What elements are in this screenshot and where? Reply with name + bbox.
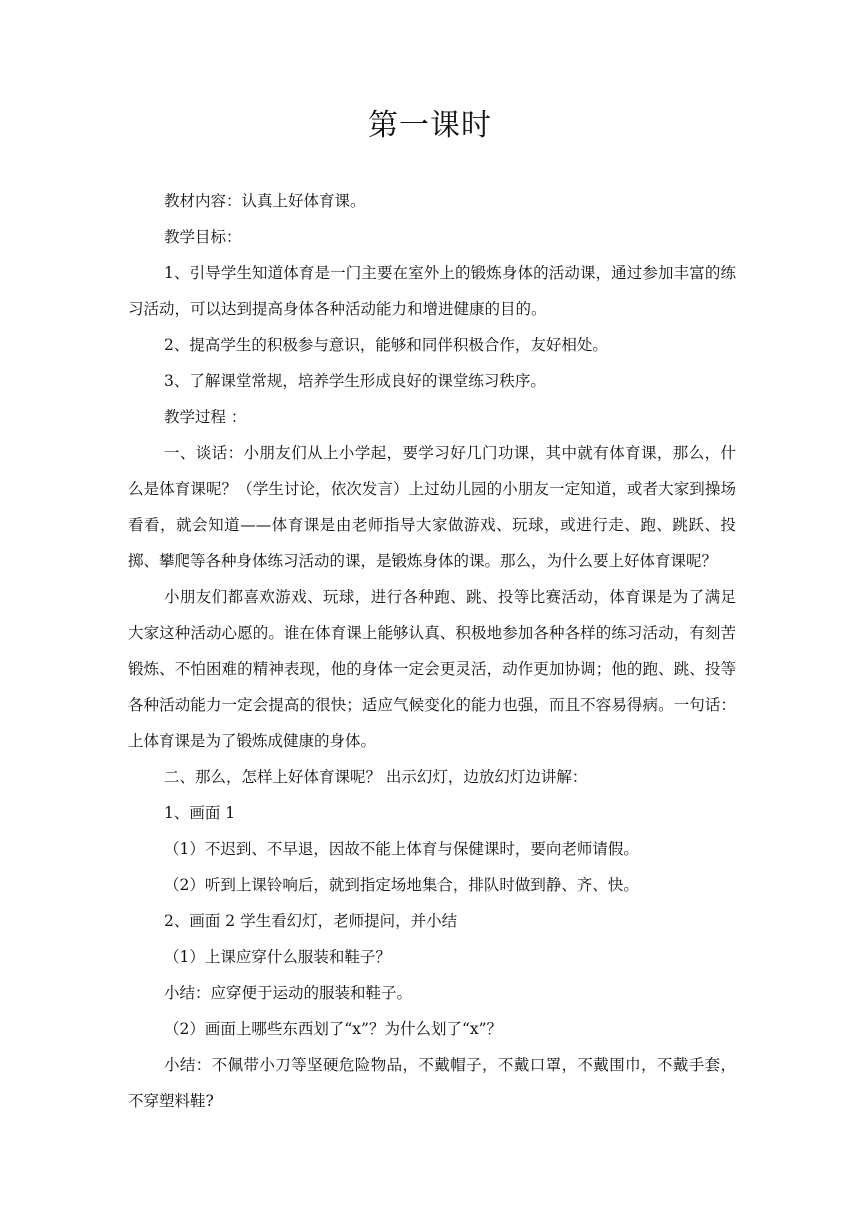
paragraph-slide-1: 1、画面 1 [164,804,236,822]
paragraph-goal-1: 1、引导学生知道体育是一门主要在室外上的锻炼身体的活动课，通过参加丰富的练习活动，可以达到提高身体各种活动能力和增进健康的目的。 [128,264,736,318]
paragraph-goal-2: 2、提高学生的积极参与意识，能够和同伴积极合作，友好相处。 [164,336,608,354]
paragraph-summary-1: 小结：应穿便于运动的服装和鞋子。 [164,984,413,1002]
page-title: 第一课时 [368,108,492,143]
paragraph-teaching-content: 教材内容：认真上好体育课。 [164,192,366,210]
paragraph-slide-2-question-1: （1）上课应穿什么服装和鞋子？ [164,948,391,966]
paragraph-goal-3: 3、了解课堂常规，培养学生形成良好的课堂练习秩序。 [164,372,546,390]
paragraph-teaching-process-heading: 教学过程 ： [164,408,247,426]
paragraph-slide-1-item-2: （2）听到上课铃响后，就到指定场地集合，排队时做到静、齐、快。 [164,876,639,894]
document-body [128,183,736,1119]
paragraph-section-2-heading: 二、那么，怎样上好体育课呢？ 出示幻灯，边放幻灯边讲解： [164,768,588,786]
paragraph-slide-1-item-1: （1）不迟到、不早退，因故不能上体育与保健课时，要向老师请假。 [164,840,639,858]
paragraph-section-1-explanation: 小朋友们都喜欢游戏、玩球，进行各种跑、跳、投等比赛活动，体育课是为了满足大家这种活动心愿的。谁在体育课上能够认真、积极地参加各种各样的练习活动，有刻苦锻炼、不怕困难的精神表现，他的身体一定会更灵活，动作更加协调；他的跑、跳、投等各种活动能力一定会提高的很快；适应气候变化的能力也强，而且不容易得病。一句话：上体育课是为了锻炼成健康的身体。 [128,588,736,750]
paragraph-slide-2: 2、画面 2 学生看幻灯，老师提问，并小结 [164,912,458,930]
paragraph-summary-2: 小结：不佩带小刀等坚硬危险物品，不戴帽子，不戴口罩，不戴围巾，不戴手套，不穿塑料鞋? [128,1056,736,1110]
paragraph-slide-2-question-2: （2）画面上哪些东西划了“x”？为什么划了“x”？ [164,1020,503,1038]
paragraph-section-1-talk: 一、谈话：小朋友们从上小学起，要学习好几门功课，其中就有体育课，那么，什么是体育课呢？（学生讨论，依次发言）上过幼儿园的小朋友一定知道，或者大家到操场看看，就会知道——体育课是由老师指导大家做游戏、玩球，或进行走、跑、跳跃、投掷、攀爬等各种身体练习活动的课，是锻炼身体的课。那么，为什么要上好体育课呢？ [128,444,736,570]
paragraph-teaching-goals-heading: 教学目标： [164,228,242,246]
